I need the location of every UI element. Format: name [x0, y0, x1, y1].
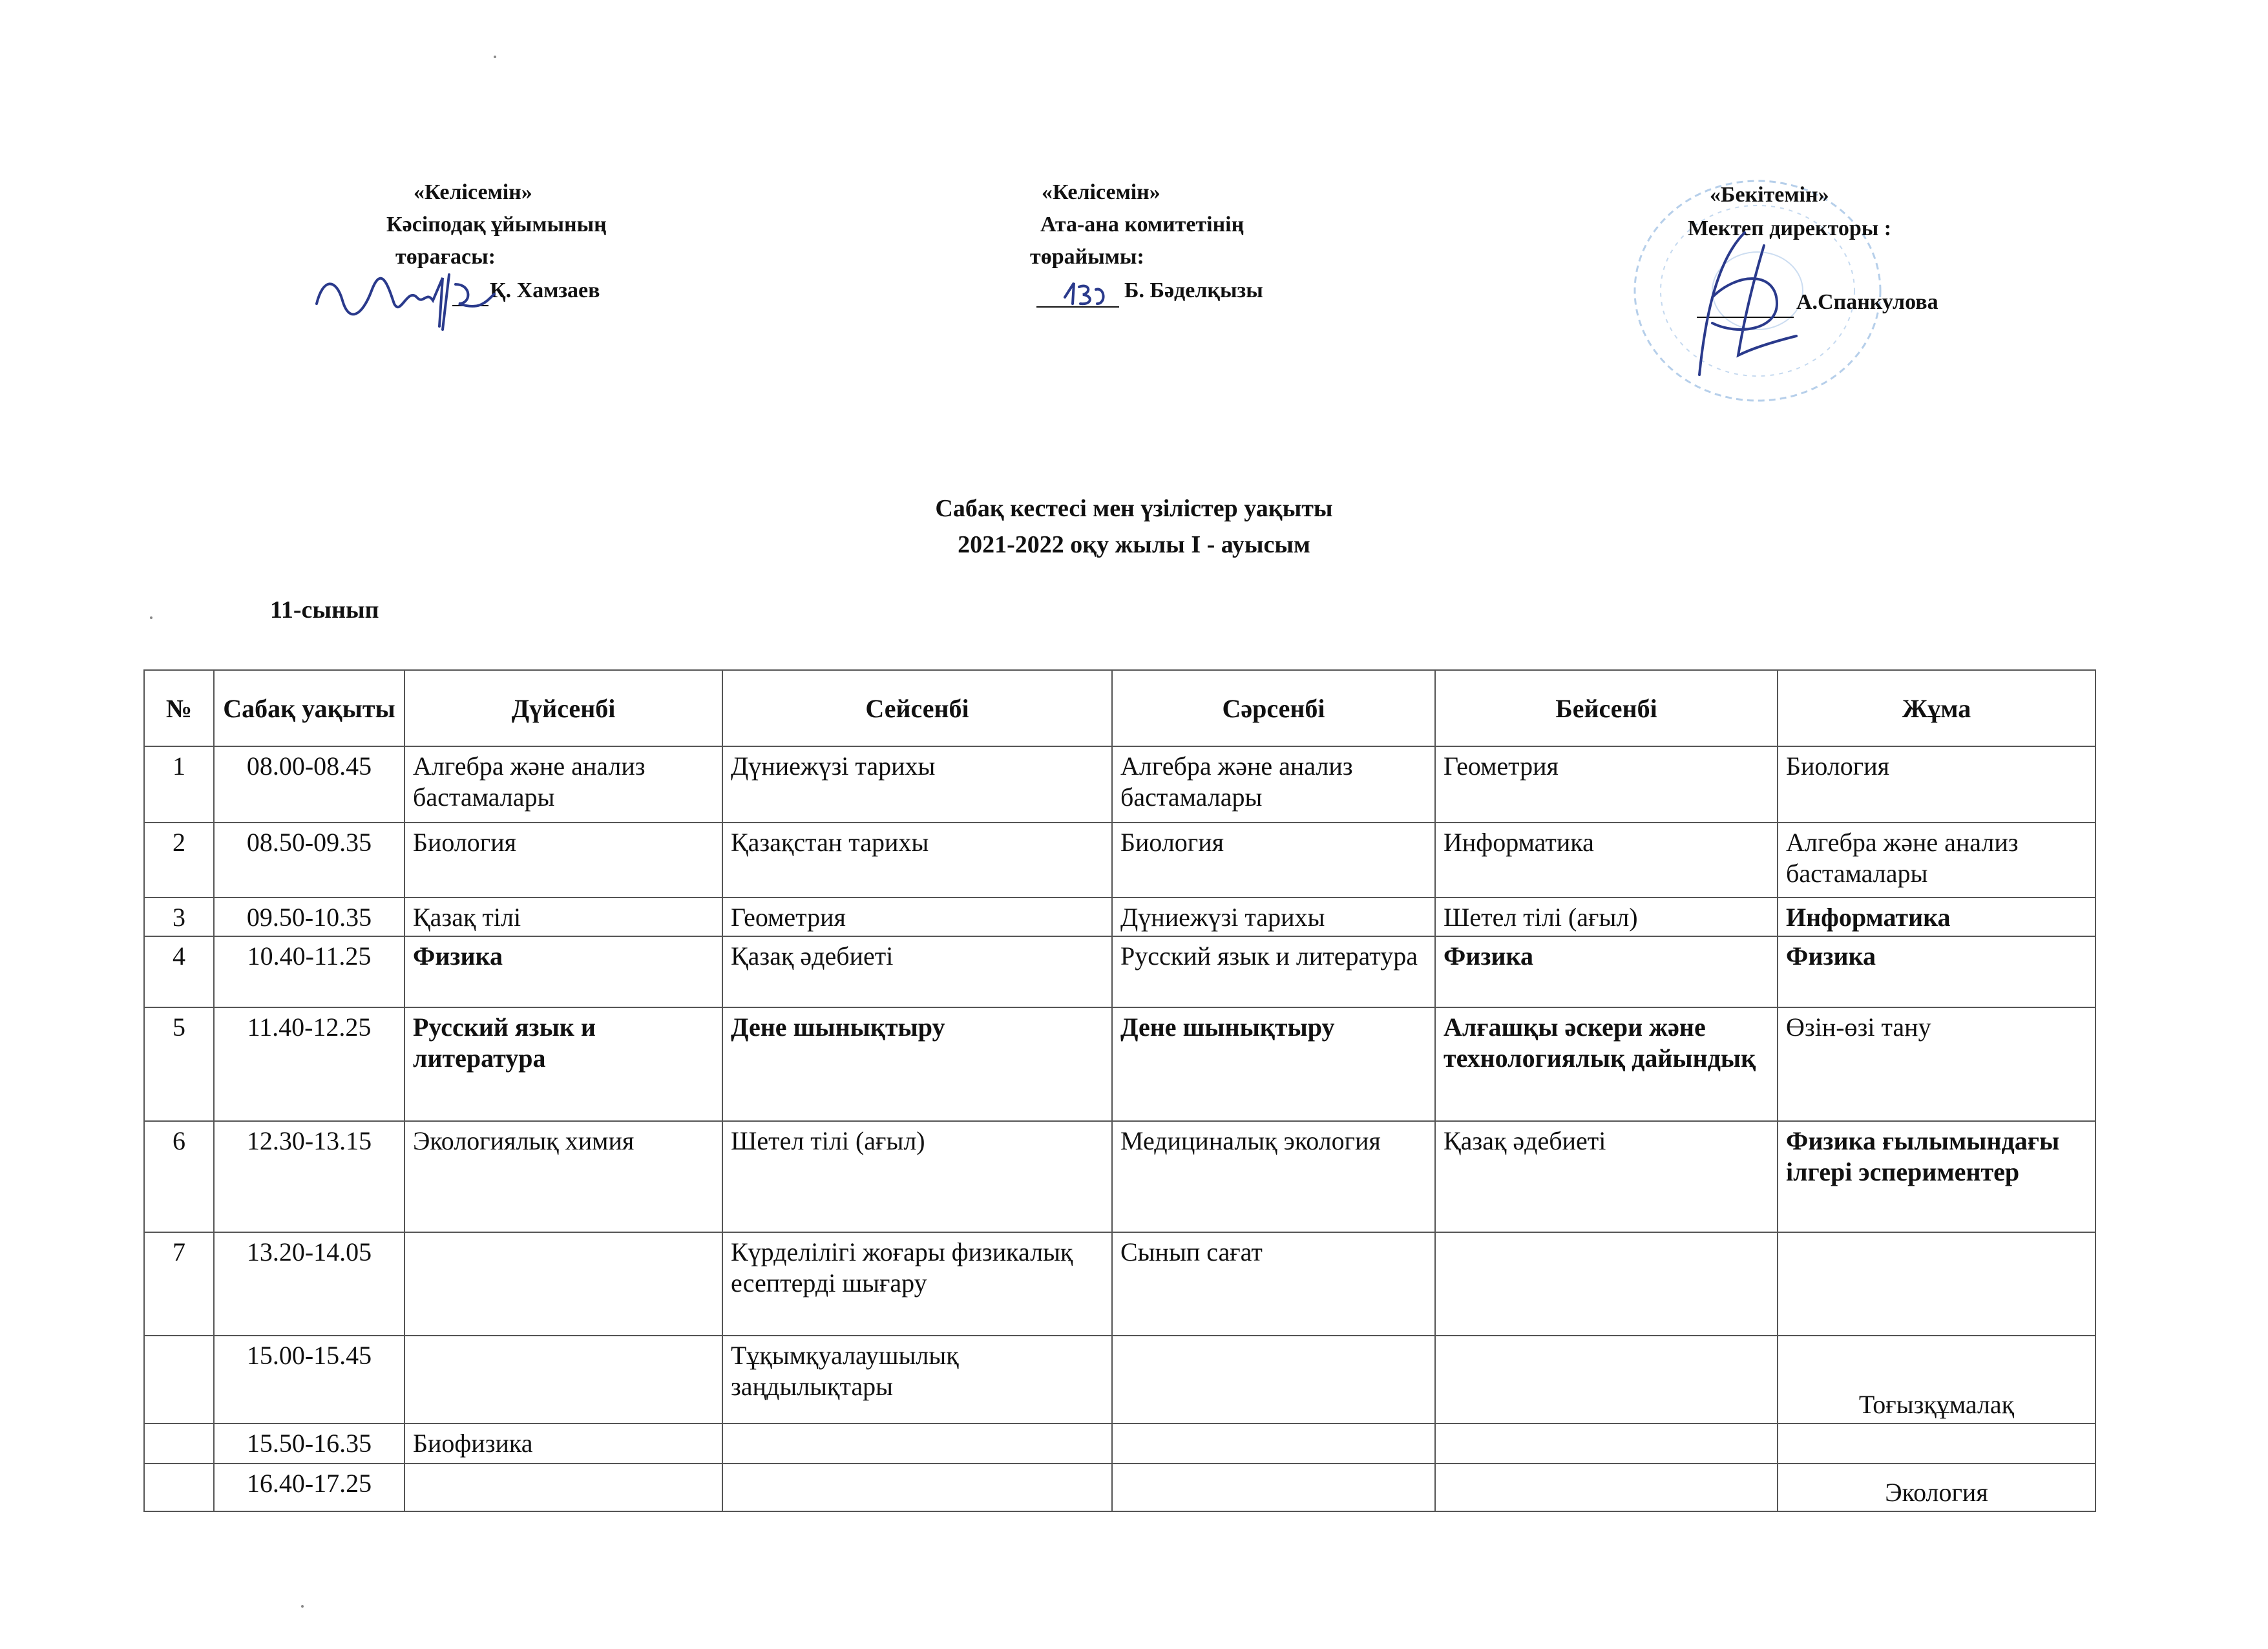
cell-time: 08.50-09.35	[214, 823, 404, 898]
cell-tuesday: Қазақ әдебиеті	[722, 936, 1112, 1007]
cell-thursday	[1435, 1423, 1778, 1464]
cell-wednesday	[1112, 1464, 1435, 1511]
cell-time: 11.40-12.25	[214, 1007, 404, 1121]
header-tuesday: Сейсенбі	[722, 670, 1112, 746]
cell-tuesday: Дене шынықтыру	[722, 1007, 1112, 1121]
cell-time: 15.00-15.45	[214, 1336, 404, 1423]
cell-thursday: Геометрия	[1435, 746, 1778, 823]
cell-number	[144, 1336, 214, 1423]
cell-time: 10.40-11.25	[214, 936, 404, 1007]
table-row	[144, 1121, 2095, 1232]
cell-tuesday	[722, 1423, 1112, 1464]
cell-number: 4	[144, 936, 214, 1007]
cell-friday: Тоғызқұмалақ	[1778, 1336, 2095, 1423]
approval-title: «Бекітемін»	[1710, 183, 1829, 207]
approval-name: А.Спанкулова	[1796, 290, 1938, 314]
cell-wednesday: Русский язык и литература	[1112, 936, 1435, 1007]
table-row	[144, 1423, 2095, 1464]
approval-title: «Келісемін»	[1042, 180, 1160, 204]
table-row	[144, 898, 2095, 936]
document-subtitle: 2021-2022 оқу жылы І - ауысым	[958, 531, 1310, 558]
cell-wednesday: Биология	[1112, 823, 1435, 898]
cell-friday: Өзін-өзі тану	[1778, 1007, 2095, 1121]
signature-spankulova	[1667, 220, 1809, 394]
cell-thursday: Физика	[1435, 936, 1778, 1007]
cell-friday	[1778, 1232, 2095, 1336]
cell-number: 2	[144, 823, 214, 898]
approval-position-line1: Мектеп директоры :	[1688, 216, 1892, 240]
header-time: Сабақ уақыты	[214, 670, 404, 746]
cell-friday	[1778, 1423, 2095, 1464]
cell-friday: Алгебра және анализ бастамалары	[1778, 823, 2095, 898]
class-label: 11-сынып	[270, 596, 379, 624]
cell-time: 08.00-08.45	[214, 746, 404, 823]
approval-name: Қ. Хамзаев	[490, 278, 600, 302]
table-header-row	[144, 670, 2095, 746]
cell-tuesday: Шетел тілі (ағыл)	[722, 1121, 1112, 1232]
table-row	[144, 1007, 2095, 1121]
document-title: Сабақ кестесі мен үзілістер уақыты	[935, 495, 1333, 522]
cell-friday: Биология	[1778, 746, 2095, 823]
cell-thursday	[1435, 1336, 1778, 1423]
cell-time: 15.50-16.35	[214, 1423, 404, 1464]
approval-title: «Келісемін»	[414, 180, 532, 204]
cell-number: 5	[144, 1007, 214, 1121]
approval-position-line1: Кәсіподақ ұйымының	[386, 213, 607, 236]
cell-thursday: Информатика	[1435, 823, 1778, 898]
cell-monday: Биофизика	[404, 1423, 722, 1464]
cell-tuesday: Күрделілігі жоғары физикалық есептерді шығару	[722, 1232, 1112, 1336]
cell-thursday	[1435, 1232, 1778, 1336]
table-row	[144, 936, 2095, 1007]
table-row	[144, 823, 2095, 898]
header-thursday: Бейсенбі	[1435, 670, 1778, 746]
table-row	[144, 1336, 2095, 1423]
cell-thursday: Қазақ әдебиеті	[1435, 1121, 1778, 1232]
cell-monday: Русский язык и литература	[404, 1007, 722, 1121]
cell-number: 6	[144, 1121, 214, 1232]
cell-time: 09.50-10.35	[214, 898, 404, 936]
cell-monday: Экологиялық химия	[404, 1121, 722, 1232]
cell-friday: Экология	[1778, 1464, 2095, 1511]
cell-time: 12.30-13.15	[214, 1121, 404, 1232]
header-monday: Дүйсенбі	[404, 670, 722, 746]
cell-tuesday: Дүниежүзі тарихы	[722, 746, 1112, 823]
cell-thursday: Алғашқы әскери және технологиялық дайындық	[1435, 1007, 1778, 1121]
scan-speck	[150, 616, 152, 619]
cell-number: 1	[144, 746, 214, 823]
cell-time: 16.40-17.25	[214, 1464, 404, 1511]
cell-tuesday	[722, 1464, 1112, 1511]
header-wednesday: Сәрсенбі	[1112, 670, 1435, 746]
cell-tuesday: Геометрия	[722, 898, 1112, 936]
table-row	[144, 746, 2095, 823]
cell-monday: Алгебра және анализ бастамалары	[404, 746, 722, 823]
cell-wednesday	[1112, 1423, 1435, 1464]
cell-tuesday: Тұқымқуалаушылық заңдылықтары	[722, 1336, 1112, 1423]
cell-wednesday: Сынып сағат	[1112, 1232, 1435, 1336]
table-row	[144, 1464, 2095, 1511]
cell-number	[144, 1464, 214, 1511]
signature-khamzaev	[310, 265, 504, 336]
cell-tuesday: Қазақстан тарихы	[722, 823, 1112, 898]
scan-speck	[494, 56, 496, 58]
approval-name: Б. Бәделқызы	[1124, 278, 1263, 302]
cell-wednesday: Медициналық экология	[1112, 1121, 1435, 1232]
cell-time: 13.20-14.05	[214, 1232, 404, 1336]
approval-position-line2: төрайымы:	[1030, 245, 1144, 269]
cell-number: 7	[144, 1232, 214, 1336]
header-friday: Жұма	[1778, 670, 2095, 746]
cell-friday: Информатика	[1778, 898, 2095, 936]
cell-monday: Физика	[404, 936, 722, 1007]
cell-thursday: Шетел тілі (ағыл)	[1435, 898, 1778, 936]
cell-friday: Физика ғылымындағы ілгері эспериментер	[1778, 1121, 2095, 1232]
cell-number	[144, 1423, 214, 1464]
cell-monday: Қазақ тілі	[404, 898, 722, 936]
table-row	[144, 1232, 2095, 1336]
cell-wednesday: Дүниежүзі тарихы	[1112, 898, 1435, 936]
cell-monday	[404, 1464, 722, 1511]
cell-wednesday	[1112, 1336, 1435, 1423]
header-number: №	[144, 670, 214, 746]
cell-monday	[404, 1336, 722, 1423]
scan-speck	[301, 1605, 304, 1608]
cell-monday	[404, 1232, 722, 1336]
schedule-table	[143, 669, 2096, 1512]
cell-wednesday: Дене шынықтыру	[1112, 1007, 1435, 1121]
signature-badelkyzy	[1060, 278, 1111, 310]
cell-number: 3	[144, 898, 214, 936]
cell-monday: Биология	[404, 823, 722, 898]
cell-wednesday: Алгебра және анализ бастамалары	[1112, 746, 1435, 823]
cell-friday: Физика	[1778, 936, 2095, 1007]
approval-position-line2: төрағасы:	[395, 245, 496, 269]
approval-position-line1: Ата-ана комитетінің	[1040, 213, 1244, 236]
cell-thursday	[1435, 1464, 1778, 1511]
